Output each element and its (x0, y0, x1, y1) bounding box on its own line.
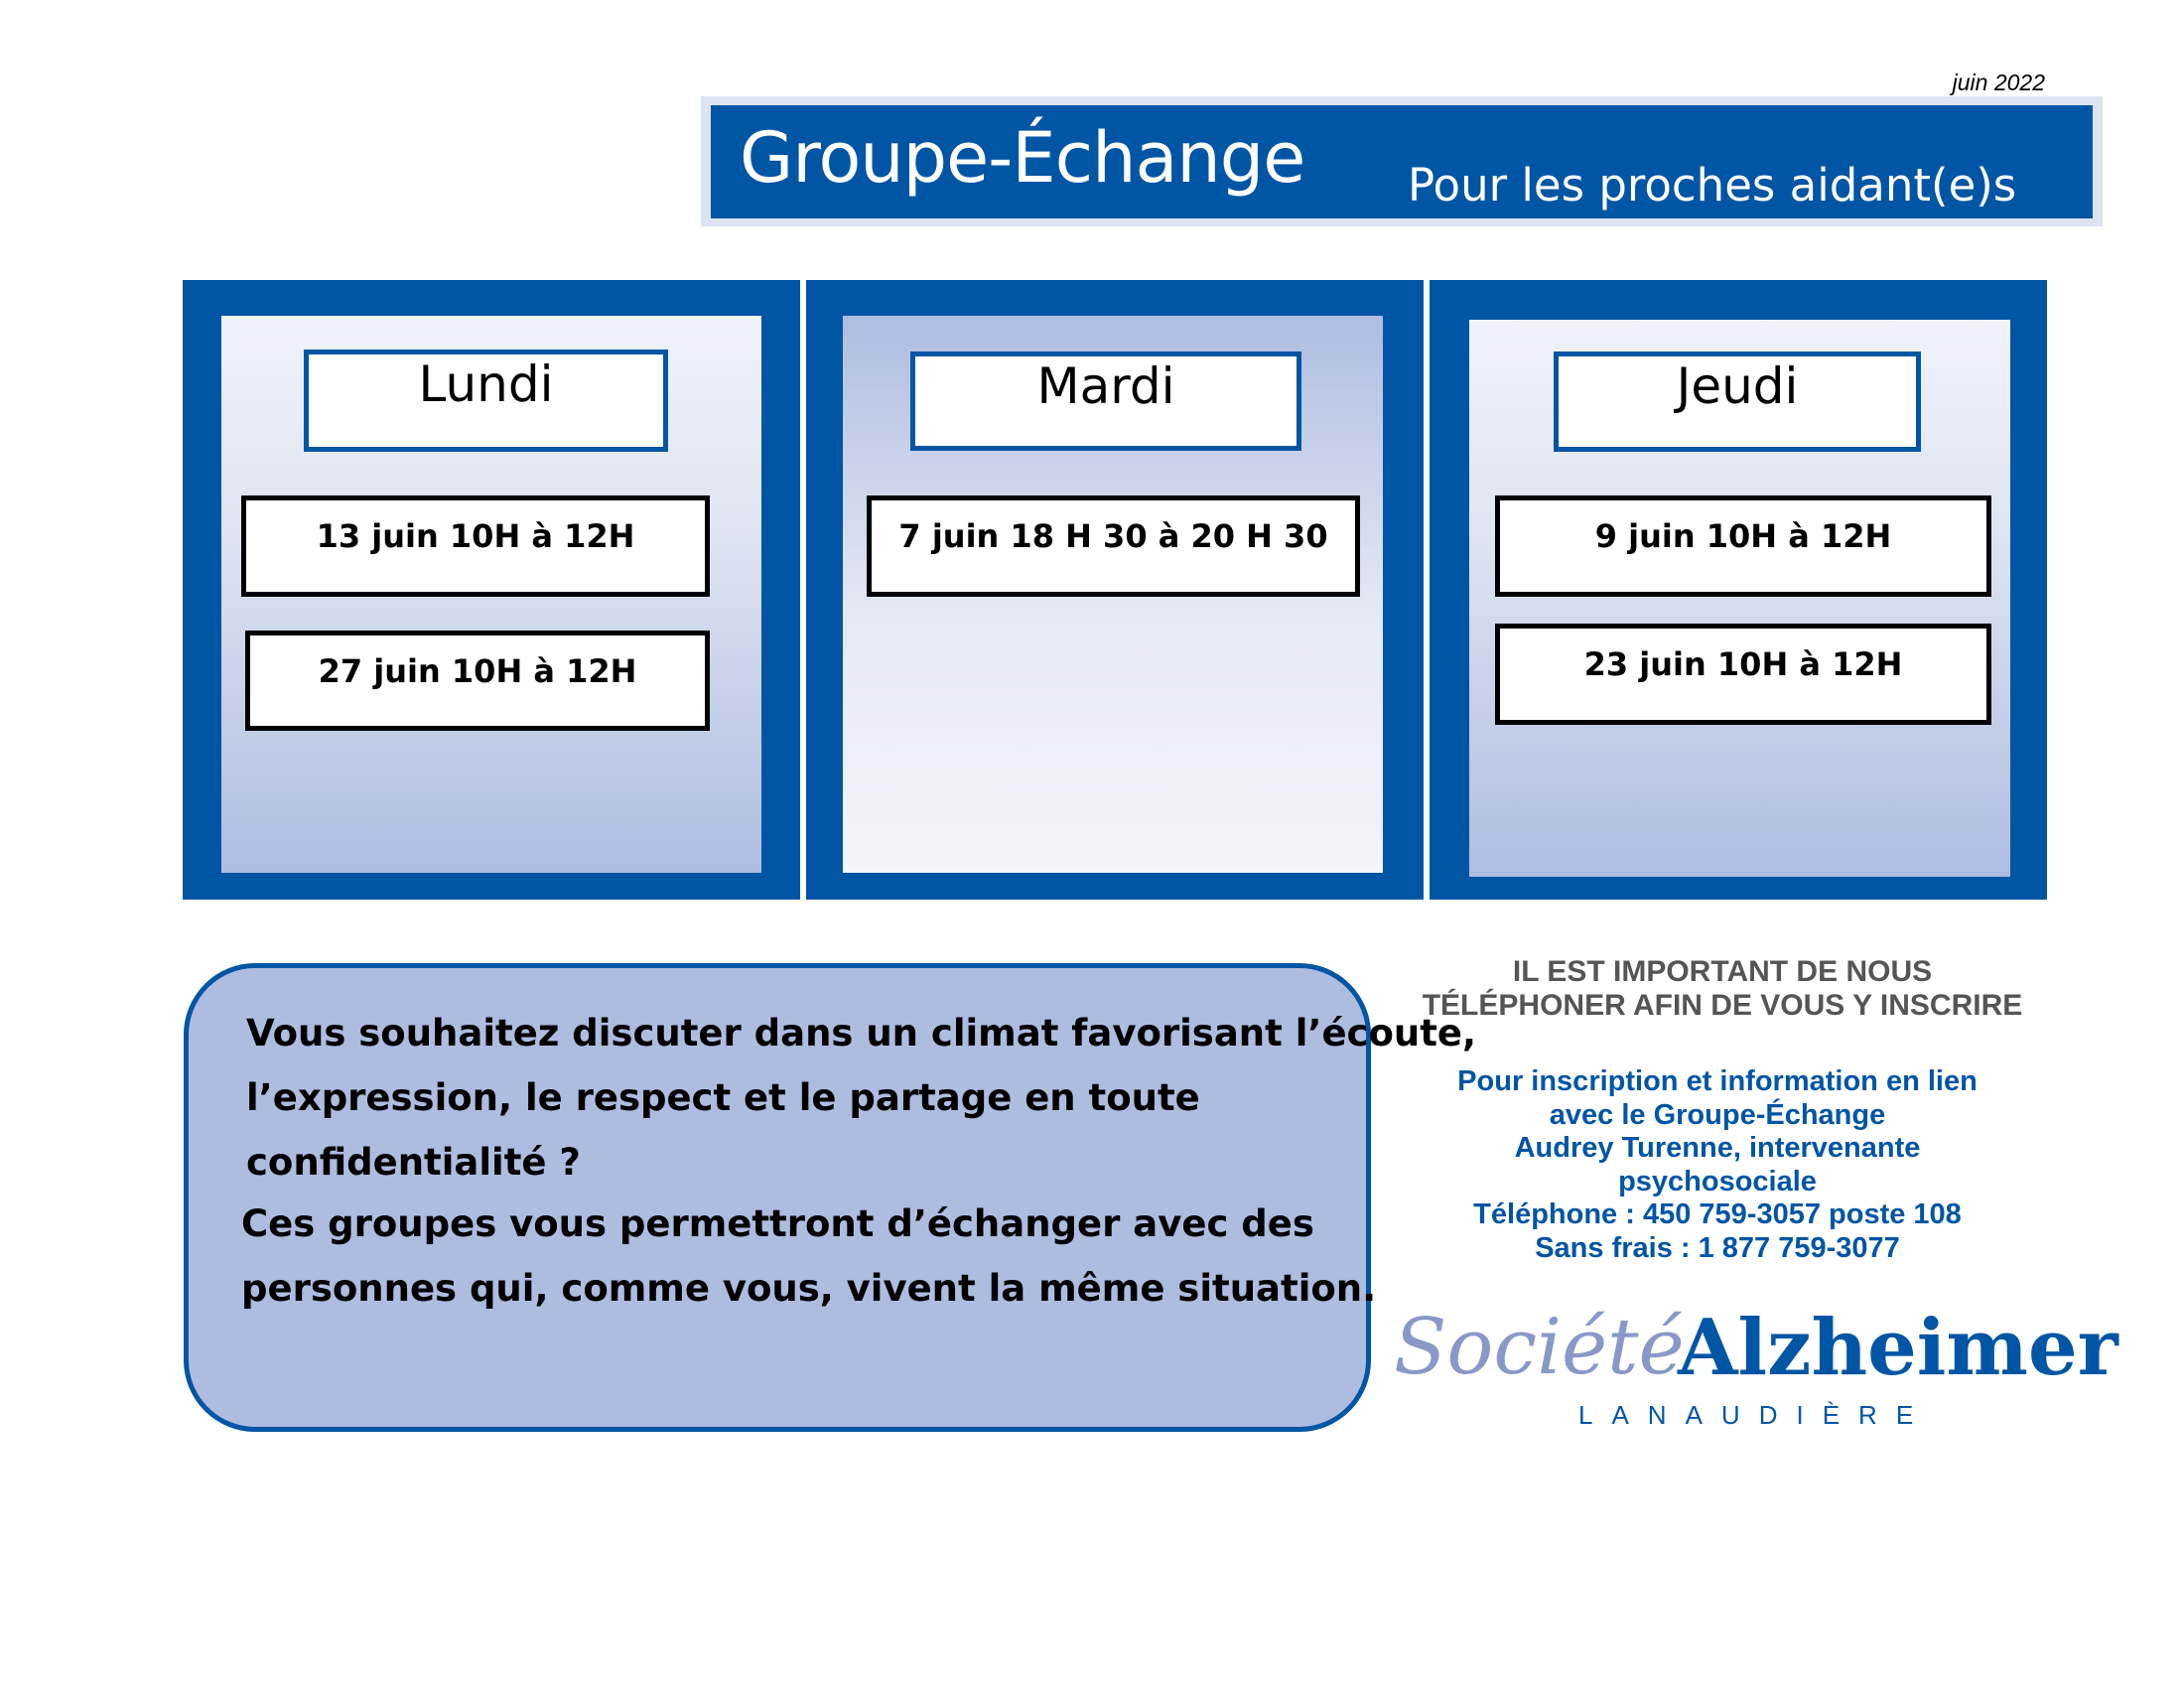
registration-notice (1390, 955, 2055, 1023)
notice-line-2: TÉLÉPHONER AFIN DE VOUS Y INSCRIRE (1422, 989, 2023, 1022)
contact-info (1410, 1065, 2025, 1265)
info-line-2: l’expression, le respect et le partage en toute (246, 1076, 1200, 1119)
notice-line-1: IL EST IMPORTANT DE NOUS (1512, 955, 1933, 988)
page-subtitle: Pour les proches aidant(e)s (1408, 159, 2017, 211)
tuesday-day-label: Mardi (910, 352, 1301, 451)
contact-line-2: avec le Groupe-Échange (1549, 1098, 1886, 1131)
contact-phone: Téléphone : 450 759-3057 poste 108 (1473, 1198, 1962, 1230)
thursday-session-1: 9 juin 10H à 12H (1495, 495, 1991, 597)
info-line-1: Vous souhaitez discuter dans un climat favorisant l’écoute, (246, 1012, 1477, 1055)
thursday-day-label: Jeudi (1554, 352, 1921, 452)
info-line-5: personnes qui, comme vous, vivent la même situation. (241, 1267, 1377, 1310)
thursday-session-2: 23 juin 10H à 12H (1495, 624, 1991, 725)
logo-alzheimer-word: Alzheimer (1678, 1303, 2118, 1393)
info-line-4: Ces groupes vous permettront d’échanger avec des (241, 1202, 1314, 1245)
document-date: juin 2022 (1952, 70, 2045, 95)
contact-line-1: Pour inscription et information en lien (1457, 1065, 1978, 1097)
monday-session-1: 13 juin 10H à 12H (241, 495, 710, 597)
logo-region: LANAUDIÈRE (1578, 1400, 1933, 1430)
logo-societe-word: Société (1394, 1303, 1685, 1392)
monday-day-label: Lundi (304, 350, 668, 452)
contact-line-4: psychosociale (1618, 1165, 1817, 1197)
tuesday-session-1: 7 juin 18 H 30 à 20 H 30 (867, 495, 1360, 597)
page-title: Groupe-Échange (740, 117, 1305, 199)
monday-session-2: 27 juin 10H à 12H (245, 631, 710, 731)
info-line-3: confidentialité ? (246, 1141, 581, 1184)
contact-toll-free: Sans frais : 1 877 759-3077 (1535, 1231, 1900, 1264)
contact-line-3: Audrey Turenne, intervenante (1514, 1132, 1921, 1164)
